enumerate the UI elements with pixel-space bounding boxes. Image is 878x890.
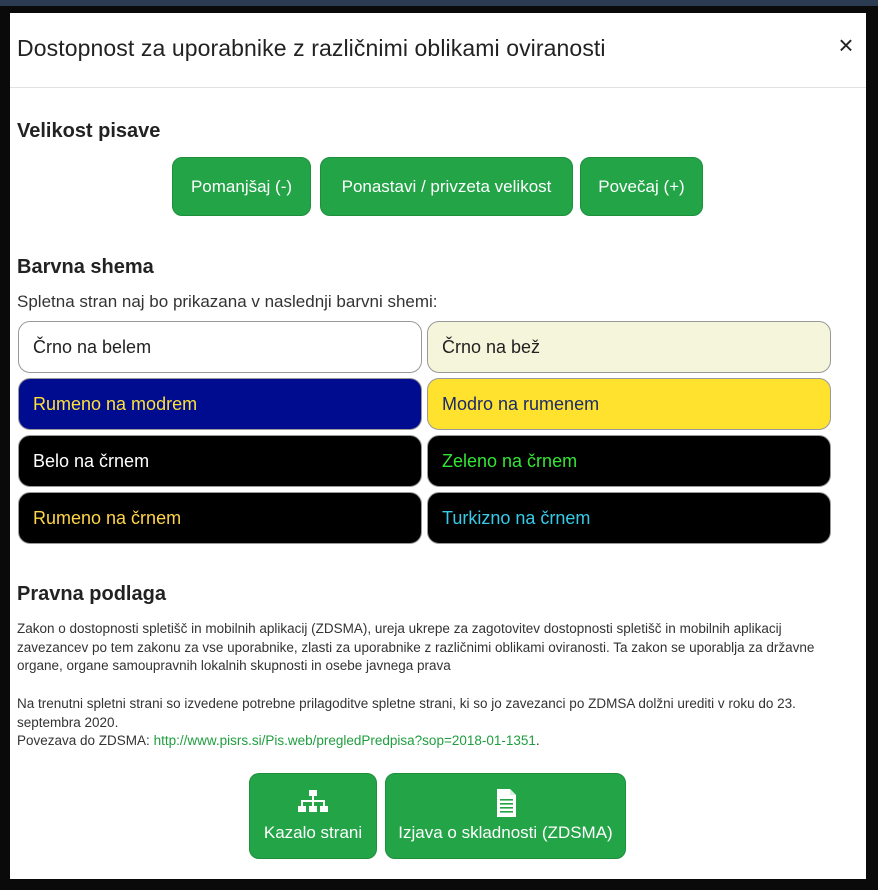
sitemap-button[interactable] bbox=[249, 773, 377, 859]
scheme-black-on-white[interactable]: Črno na belem bbox=[18, 321, 422, 373]
accessibility-statement-label: Izjava o skladnosti (ZDSMA) bbox=[398, 823, 613, 842]
color-scheme-heading: Barvna shema bbox=[17, 256, 154, 278]
accessibility-statement-button[interactable] bbox=[385, 773, 626, 859]
zdsma-link[interactable]: http://www.pisrs.si/Pis.web/pregledPredpisa?sop=2018-01-1351 bbox=[153, 733, 536, 748]
legal-paragraph-2 bbox=[17, 695, 847, 751]
decrease-font-button[interactable]: Pomanjšaj (-) bbox=[172, 157, 311, 216]
legal-paragraph-1: Zakon o dostopnosti spletišč in mobilnih aplikacij (ZDSMA), ureja ukrepe za zagotovitev dostopnosti spletišč in mobilnih aplikacij zavezancev po tem zakonu za vse uporabnike, zlasti za uporabnike z različnimi oblikami oviranosti. Ta zakon se uporablja za državne organe, organe samoupravnih lokalnih skupnosti in osebe javnega prava bbox=[17, 621, 815, 673]
legal-paragraph-2-text: Na trenutni spletni strani so izvedene potrebne prilagoditve spletne strani, ki so jo zavezanci po ZDMSA dolžni urediti v roku do 23. septembra 2020. bbox=[17, 696, 796, 730]
color-scheme-description: Spletna stran naj bo prikazana v naslednji barvni shemi: bbox=[17, 292, 438, 311]
scheme-white-on-black[interactable]: Belo na črnem bbox=[18, 435, 422, 487]
close-icon: × bbox=[838, 30, 854, 60]
legal-heading: Pravna podlaga bbox=[17, 583, 166, 605]
scheme-green-on-black[interactable]: Zeleno na črnem bbox=[427, 435, 831, 487]
accessibility-modal bbox=[10, 13, 866, 879]
scheme-black-on-beige[interactable]: Črno na bež bbox=[427, 321, 831, 373]
legal-link-suffix: . bbox=[535, 733, 540, 748]
scheme-blue-on-yellow[interactable]: Modro na rumenem bbox=[427, 378, 831, 430]
close-button[interactable] bbox=[834, 30, 858, 60]
increase-font-button[interactable]: Povečaj (+) bbox=[580, 157, 703, 216]
reset-font-button[interactable]: Ponastavi / privzeta velikost bbox=[320, 157, 573, 216]
sitemap-label: Kazalo strani bbox=[263, 823, 363, 842]
modal-header bbox=[10, 13, 866, 88]
legal-link-prefix: Povezava do ZDSMA: bbox=[17, 733, 154, 748]
scheme-yellow-on-black[interactable]: Rumeno na črnem bbox=[18, 492, 422, 544]
modal-title: Dostopnost za uporabnike z različnimi oblikami oviranosti bbox=[17, 35, 606, 61]
sitemap-icon bbox=[297, 789, 329, 817]
scheme-turquoise-on-black[interactable]: Turkizno na črnem bbox=[427, 492, 831, 544]
font-size-heading: Velikost pisave bbox=[17, 120, 161, 142]
scheme-yellow-on-blue[interactable]: Rumeno na modrem bbox=[18, 378, 422, 430]
page-topbar bbox=[0, 0, 878, 6]
document-icon bbox=[490, 789, 522, 817]
